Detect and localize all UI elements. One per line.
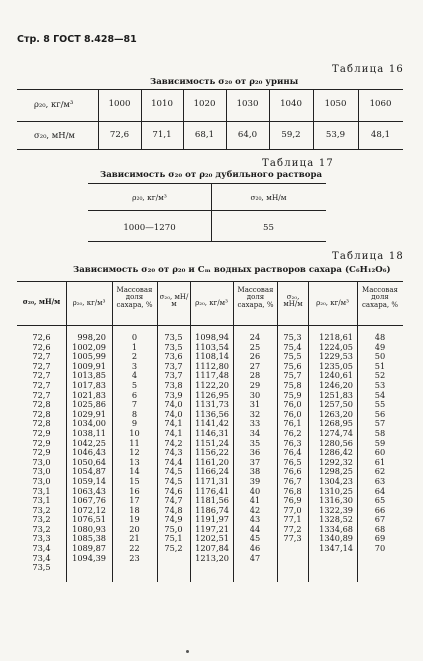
table-cell: 40: [249, 485, 261, 496]
table-cell: 1292,32: [319, 456, 353, 467]
t18-col-sigma-3: [277, 333, 308, 544]
table-cell: 1286,42: [319, 447, 353, 458]
table-cell: 67: [374, 514, 386, 525]
table-cell: 1002,09: [72, 341, 106, 352]
table-cell: 1151,24: [195, 437, 229, 448]
table-cell: 73,6: [164, 351, 183, 362]
t16-sigma-cell: 53,9: [325, 130, 346, 140]
table-cell: 1161,20: [195, 456, 229, 467]
t16-sigma-cell: 68,1: [194, 130, 215, 140]
t16-sigma-cell: 59,2: [281, 130, 301, 140]
t18-col-rho-2: [190, 333, 229, 563]
table-cell: 51: [374, 360, 386, 371]
table-cell: 1328,52: [319, 514, 353, 525]
table-cell: 38: [249, 466, 261, 477]
table-cell: 1136,56: [195, 408, 229, 419]
t18-col-mass-1: [112, 333, 157, 563]
table-cell: 1: [131, 341, 138, 352]
table-cell: 1021,83: [72, 389, 106, 400]
table-cell: 1050,64: [72, 456, 106, 467]
table-cell: 1316,30: [319, 495, 353, 506]
table-cell: 73,8: [164, 379, 183, 390]
table-cell: 32: [249, 408, 261, 419]
table-cell: 33: [249, 418, 261, 429]
table-cell: 76,4: [283, 447, 302, 458]
table-cell: 1181,56: [195, 495, 229, 506]
table-cell: 1224,05: [319, 341, 353, 352]
t18-header-rho-1: ρ₂₀, кг/м³: [72, 299, 106, 307]
t16-sigma-cell: 72,6: [109, 130, 130, 140]
t16-rho-cell: 1040: [280, 99, 302, 109]
table-cell: 1191,97: [195, 514, 229, 525]
table-cell: 1235,05: [319, 360, 353, 371]
table-cell: 24: [249, 332, 261, 342]
table-cell: 15: [129, 475, 140, 486]
t18-header-sigma-3: σ₂₀, мН/м: [283, 293, 303, 309]
table-cell: 47: [249, 552, 261, 563]
table-cell: 1268,95: [319, 418, 353, 429]
table-cell: 73,3: [32, 533, 51, 544]
table-cell: 1131,73: [195, 399, 229, 410]
t18-header-mass-2: Массовая доля сахара, %: [237, 286, 274, 309]
t16-sigma-cell: 71,1: [152, 130, 172, 140]
table-cell: 7: [131, 399, 138, 410]
table-cell: 73,4: [32, 552, 51, 563]
table-cell: 1304,23: [319, 475, 353, 486]
table-cell: 72,9: [32, 427, 51, 438]
table-cell: 1108,14: [195, 351, 229, 362]
table-cell: 1038,11: [72, 427, 106, 438]
table-cell: 1034,00: [72, 418, 106, 429]
table-cell: 3: [131, 360, 138, 371]
table-cell: 77,3: [283, 533, 302, 544]
table-cell: 0: [131, 332, 138, 342]
t18-header-sigma-2: σ₂₀, мН/м: [159, 293, 189, 309]
table-cell: 75,0: [164, 523, 183, 534]
table-cell: 55: [374, 399, 386, 410]
table-cell: 73,7: [164, 370, 183, 381]
table-cell: 72,6: [32, 332, 51, 342]
table-cell: 73,2: [32, 504, 51, 515]
table-cell: 74,7: [164, 495, 183, 506]
table-cell: 1126,95: [195, 389, 229, 400]
table-cell: 76,9: [283, 495, 302, 506]
table-cell: 1098,94: [195, 332, 229, 342]
table-cell: 44: [249, 523, 261, 534]
table-cell: 73,5: [164, 341, 183, 352]
table-cell: 1171,31: [195, 475, 229, 486]
table-cell: 68: [374, 523, 386, 534]
table-cell: 76,1: [283, 418, 302, 429]
table-cell: 75,4: [283, 341, 302, 352]
table-cell: 72,7: [32, 389, 51, 400]
table-cell: 1103,54: [195, 341, 229, 352]
table-cell: 1122,20: [195, 379, 229, 390]
table-cell: 1186,74: [195, 504, 229, 515]
table-cell: 76,2: [283, 427, 302, 438]
table-cell: 1076,51: [72, 514, 106, 525]
table-cell: 9: [131, 418, 138, 429]
t16-rho-label: ρ₂₀, кг/м³: [34, 99, 74, 109]
table-cell: 76,3: [283, 437, 302, 448]
table-cell: 1094,39: [72, 552, 106, 563]
table-cell: 75,8: [283, 379, 302, 390]
table-cell: 64: [374, 485, 386, 496]
table-cell: 74,3: [164, 447, 183, 458]
t18-header-mass-1: Массовая доля сахара, %: [116, 286, 153, 309]
table-cell: 76,5: [283, 456, 302, 467]
table-cell: 76,0: [283, 399, 302, 410]
table-cell: 73,0: [32, 456, 51, 467]
table-cell: 74,6: [164, 485, 183, 496]
table-cell: 22: [129, 543, 140, 554]
table-cell: 36: [249, 447, 261, 458]
table-cell: 17: [129, 495, 140, 506]
t18-col-rho-1: [66, 333, 106, 563]
table-cell: 29: [249, 379, 261, 390]
table-cell: 1112,80: [195, 360, 229, 371]
table-cell: 73,5: [164, 332, 183, 342]
table-cell: 23: [129, 552, 140, 563]
table-cell: 1042,25: [72, 437, 106, 448]
table-cell: 14: [129, 466, 140, 477]
table-cell: 74,0: [164, 399, 183, 410]
table-cell: 1141,42: [195, 418, 229, 429]
table-cell: 1176,41: [195, 485, 229, 496]
table-cell: 75,2: [164, 543, 183, 554]
table-cell: 56: [374, 408, 386, 419]
table-cell: 75,9: [283, 389, 302, 400]
t16-rho-cell: 1020: [193, 99, 216, 109]
t17-col2-value: 55: [263, 223, 274, 233]
table-cell: 75,6: [283, 360, 302, 371]
table-cell: 1166,24: [195, 466, 229, 477]
table-cell: 1059,14: [72, 475, 106, 486]
table-cell: 72,7: [32, 379, 51, 390]
t18-col-rho-3: [308, 333, 353, 554]
table-cell: 1085,38: [72, 533, 106, 544]
table-cell: 39: [249, 475, 261, 486]
table-cell: 1072,12: [72, 504, 106, 515]
t18-header-sigma-1: σ₂₀, мН/м: [22, 297, 61, 306]
table-cell: 1202,51: [195, 533, 229, 544]
table-cell: 76,0: [283, 408, 302, 419]
table-cell: 1117,48: [195, 370, 229, 381]
table-cell: 35: [249, 437, 261, 448]
t16-rho-cell: 1050: [324, 99, 347, 109]
table-cell: 46: [249, 543, 261, 554]
t18-header-mass-3: Массовая доля сахара, %: [362, 286, 398, 309]
t17-col1-value: 1000—1270: [123, 223, 176, 233]
table-cell: 77,0: [283, 504, 302, 515]
table-cell: 61: [374, 456, 386, 467]
table-cell: 57: [374, 418, 386, 429]
t18-col-mass-2: [233, 333, 277, 563]
table-cell: 43: [249, 514, 261, 525]
table-cell: 4: [131, 370, 138, 381]
table-cell: 998,20: [77, 332, 106, 342]
table-cell: 1089,87: [72, 543, 106, 554]
table-cell: 1063,43: [72, 485, 106, 496]
table-cell: 1197,21: [195, 523, 229, 534]
t16-rule-top: [17, 89, 403, 90]
table-cell: 73,0: [32, 475, 51, 486]
table-cell: 73,7: [164, 360, 183, 371]
table-cell: 74,5: [164, 475, 183, 486]
t16-rule-bottom: [17, 149, 403, 150]
table-cell: 77,1: [283, 514, 302, 525]
t16-rho-cell: 1030: [236, 99, 259, 109]
table-cell: 1080,93: [72, 523, 106, 534]
table-cell: 37: [249, 456, 261, 467]
t16-sigma-cell: 64,0: [237, 130, 258, 140]
t16-rho-cell: 1060: [369, 99, 392, 109]
footer-mark: [186, 650, 189, 653]
table-cell: 27: [249, 360, 261, 371]
table-cell: 42: [249, 504, 261, 515]
table-16-caption: Зависимость σ₂₀ от ρ₂₀ урины: [150, 77, 299, 87]
table-cell: 48: [374, 332, 386, 342]
table-cell: 74,0: [164, 408, 183, 419]
table-cell: 1257,50: [319, 399, 353, 410]
table-cell: 1009,91: [72, 360, 106, 371]
t18-col-sigma-1: [17, 333, 66, 573]
table-cell: 72,7: [32, 370, 51, 381]
table-cell: 13: [129, 456, 140, 467]
table-cell: 75,5: [283, 351, 302, 362]
table-cell: 76,6: [283, 466, 302, 477]
table-cell: 19: [129, 514, 140, 525]
t18-header-rho-3: ρ₂₀, кг/м³: [316, 299, 349, 307]
table-cell: 52: [374, 370, 386, 381]
table-cell: 72,8: [32, 399, 51, 410]
table-cell: 74,8: [164, 504, 183, 515]
table-cell: 58: [374, 427, 386, 438]
table-cell: 1054,87: [72, 466, 106, 477]
t18-header-rho-2: ρ₂₀, кг/м³: [195, 299, 228, 307]
table-cell: 1229,53: [319, 351, 353, 362]
table-cell: 73,1: [32, 495, 51, 506]
table-cell: 12: [129, 447, 140, 458]
table-cell: 28: [249, 370, 261, 381]
table-cell: 73,5: [32, 562, 51, 573]
table-cell: 74,9: [164, 514, 183, 525]
table-cell: 72,7: [32, 351, 51, 362]
table-cell: 73,0: [32, 466, 51, 477]
table-cell: 1322,39: [319, 504, 353, 515]
table-cell: 1046,43: [72, 447, 106, 458]
table-cell: 16: [129, 485, 140, 496]
table-cell: 2: [131, 351, 138, 362]
page-header: Стр. 8 ГОСТ 8.428—81: [17, 34, 137, 45]
table-cell: 72,9: [32, 437, 51, 448]
table-cell: 8: [131, 408, 138, 419]
table-cell: 21: [129, 533, 140, 544]
table-cell: 1298,25: [319, 466, 353, 477]
table-16-label: Таблица 16: [332, 64, 404, 75]
table-cell: 72,7: [32, 360, 51, 371]
table-cell: 6: [131, 389, 138, 400]
table-cell: 11: [129, 437, 140, 448]
table-cell: 1218,61: [319, 332, 353, 342]
table-cell: 73,1: [32, 485, 51, 496]
t16-rho-cell: 1010: [151, 99, 173, 109]
table-17-caption: Зависимость σ₂₀ от ρ₂₀ дубильного раствора: [100, 170, 323, 180]
table-cell: 1025,86: [72, 399, 106, 410]
table-17-label: Таблица 17: [262, 158, 334, 169]
table-cell: 1156,22: [195, 447, 229, 458]
table-cell: 1029,91: [72, 408, 106, 419]
table-cell: 45: [249, 533, 261, 544]
t16-rule-mid: [17, 121, 403, 122]
table-cell: 74,1: [164, 427, 183, 438]
t17-col1-header: ρ₂₀, кг/м³: [132, 193, 167, 202]
table-cell: 1013,85: [72, 370, 106, 381]
table-cell: 18: [129, 504, 140, 515]
table-18-label: Таблица 18: [332, 251, 404, 262]
table-cell: 50: [374, 351, 386, 362]
table-cell: 65: [374, 495, 386, 506]
table-cell: 72,9: [32, 447, 51, 458]
t18-col-mass-3: [357, 333, 403, 554]
table-cell: 74,1: [164, 418, 183, 429]
table-cell: 53: [374, 379, 386, 390]
table-cell: 63: [374, 475, 386, 486]
table-cell: 66: [374, 504, 386, 515]
table-cell: 76,7: [283, 475, 302, 486]
table-cell: 41: [249, 495, 261, 506]
table-cell: 30: [249, 389, 261, 400]
t16-sigma-cell: 48,1: [370, 130, 391, 140]
table-cell: 1274,74: [319, 427, 353, 438]
table-cell: 73,9: [164, 389, 183, 400]
table-cell: 25: [249, 341, 261, 352]
table-cell: 49: [374, 341, 386, 352]
table-cell: 73,2: [32, 523, 51, 534]
table-cell: 74,4: [164, 456, 183, 467]
table-cell: 1340,89: [319, 533, 353, 544]
table-18-caption: Зависимость σ₂₀ от ρ₂₀ и Cₘ водных растворов сахара (C₆H₁₂O₆): [73, 265, 391, 275]
table-cell: 54: [374, 389, 386, 400]
table-cell: 75,3: [283, 332, 302, 342]
table-cell: 1280,56: [319, 437, 353, 448]
table-cell: 72,8: [32, 418, 51, 429]
table-cell: 10: [129, 427, 140, 438]
table-cell: 77,2: [283, 523, 302, 534]
table-cell: 1146,31: [195, 427, 229, 438]
table-cell: 20: [129, 523, 140, 534]
table-cell: 31: [249, 399, 261, 410]
table-cell: 72,8: [32, 408, 51, 419]
table-cell: 1263,20: [319, 408, 353, 419]
table-cell: 1207,84: [195, 543, 229, 554]
table-cell: 74,5: [164, 466, 183, 477]
table-cell: 76,8: [283, 485, 302, 496]
table-cell: 1246,20: [319, 379, 353, 390]
table-cell: 73,4: [32, 543, 51, 554]
table-cell: 59: [374, 437, 386, 448]
table-cell: 1347,14: [319, 543, 353, 554]
table-cell: 1251,83: [319, 389, 353, 400]
table-cell: 75,7: [283, 370, 302, 381]
table-cell: 1334,68: [319, 523, 353, 534]
table-cell: 74,2: [164, 437, 183, 448]
table-cell: 1213,20: [195, 552, 229, 563]
table-cell: 34: [249, 427, 261, 438]
table-cell: 69: [374, 533, 386, 544]
table-cell: 1240,61: [319, 370, 353, 381]
table-cell: 1310,25: [319, 485, 353, 496]
table-cell: 75,1: [164, 533, 183, 544]
table-cell: 60: [374, 447, 386, 458]
table-cell: 73,2: [32, 514, 51, 525]
t18-col-sigma-2: [157, 333, 190, 554]
table-cell: 70: [374, 543, 386, 554]
t16-sigma-label: σ₂₀, мН/м: [34, 130, 75, 140]
table-cell: 1067,76: [72, 495, 106, 506]
t16-rho-cell: 1000: [108, 99, 131, 109]
table-cell: 62: [374, 466, 386, 477]
table-cell: 1005,99: [72, 351, 106, 362]
t17-col2-header: σ₂₀, мН/м: [250, 193, 287, 202]
table-cell: 1017,83: [72, 379, 106, 390]
table-cell: 5: [131, 379, 138, 390]
table-cell: 26: [249, 351, 261, 362]
table-cell: 72,6: [32, 341, 51, 352]
